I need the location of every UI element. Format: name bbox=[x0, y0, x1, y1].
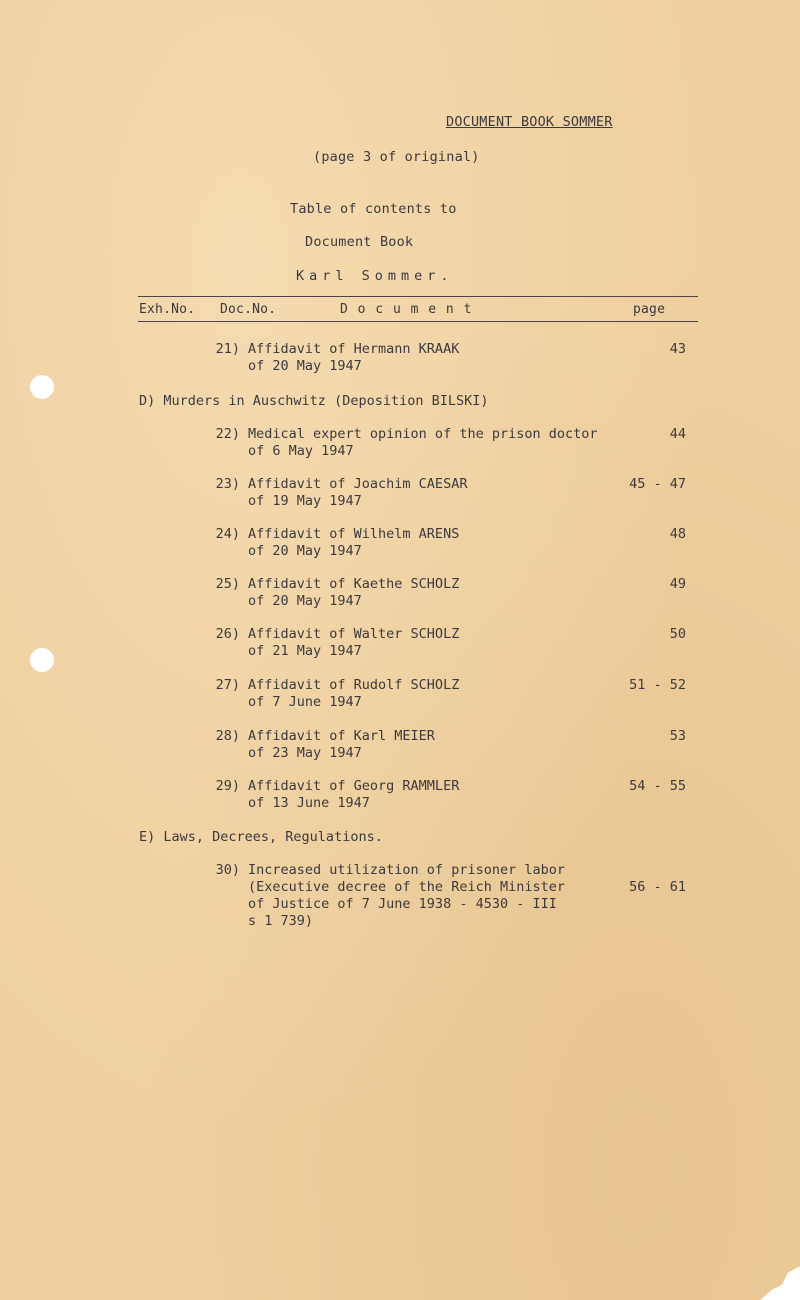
header-rule-top bbox=[138, 296, 698, 297]
entry-number: 27) bbox=[215, 677, 240, 693]
entry-page: 45 - 47 bbox=[629, 476, 686, 492]
header-rule-bottom bbox=[138, 321, 698, 322]
entry-number: 30) bbox=[215, 862, 240, 878]
entry-page: 53 bbox=[669, 728, 686, 744]
entry-description: Affidavit of Hermann KRAAK of 20 May 1947 bbox=[248, 341, 460, 374]
torn-corner bbox=[760, 1266, 800, 1300]
section-heading-d: D) Murders in Auschwitz (Deposition BILSKI) bbox=[139, 393, 489, 409]
entry-description: Affidavit of Rudolf SCHOLZ of 7 June 1947 bbox=[248, 677, 460, 710]
entry-description: Affidavit of Walter SCHOLZ of 21 May 1947 bbox=[248, 626, 460, 659]
column-page: page bbox=[633, 302, 666, 317]
punch-hole bbox=[30, 375, 54, 399]
entry-description: Affidavit of Joachim CAESAR of 19 May 1947 bbox=[248, 476, 468, 509]
entry-description: Affidavit of Georg RAMMLER of 13 June 1947 bbox=[248, 778, 460, 811]
entry-description: Medical expert opinion of the prison doctor of 6 May 1947 bbox=[248, 426, 598, 459]
entry-number: 24) bbox=[215, 526, 240, 542]
column-exh-no: Exh.No. bbox=[139, 302, 196, 317]
punch-hole bbox=[30, 648, 54, 672]
entry-description: Increased utilization of prisoner labor (Executive decree of the Reich Minister of Justice of 7 June 1938 - 4530 - III s 1 739) bbox=[248, 862, 565, 929]
toc-title-line1: Table of contents to bbox=[290, 201, 457, 217]
document-reference: DOCUMENT BOOK SOMMER bbox=[446, 114, 613, 130]
column-doc-no: Doc.No. bbox=[220, 302, 277, 317]
entry-page: 50 bbox=[669, 626, 686, 642]
entry-description: Affidavit of Karl MEIER of 23 May 1947 bbox=[248, 728, 435, 761]
entry-number: 25) bbox=[215, 576, 240, 592]
entry-number: 29) bbox=[215, 778, 240, 794]
toc-title-line3: Karl Sommer. bbox=[296, 268, 454, 284]
toc-title-line2: Document Book bbox=[305, 234, 414, 250]
entry-page: 44 bbox=[669, 426, 686, 442]
entry-page: 54 - 55 bbox=[629, 778, 686, 794]
section-heading-e: E) Laws, Decrees, Regulations. bbox=[139, 829, 383, 845]
entry-number: 21) bbox=[215, 341, 240, 357]
entry-page: 51 - 52 bbox=[629, 677, 686, 693]
entry-page: 43 bbox=[669, 341, 686, 357]
entry-number: 22) bbox=[215, 426, 240, 442]
entry-number: 28) bbox=[215, 728, 240, 744]
entry-page: 49 bbox=[669, 576, 686, 592]
original-page-note: (page 3 of original) bbox=[313, 149, 480, 165]
entry-number: 26) bbox=[215, 626, 240, 642]
entry-description: Affidavit of Kaethe SCHOLZ of 20 May 1947 bbox=[248, 576, 460, 609]
entry-page: 56 - 61 bbox=[629, 879, 686, 895]
entry-description: Affidavit of Wilhelm ARENS of 20 May 1947 bbox=[248, 526, 460, 559]
entry-number: 23) bbox=[215, 476, 240, 492]
column-document: D o c u m e n t bbox=[340, 302, 473, 317]
entry-page: 48 bbox=[669, 526, 686, 542]
